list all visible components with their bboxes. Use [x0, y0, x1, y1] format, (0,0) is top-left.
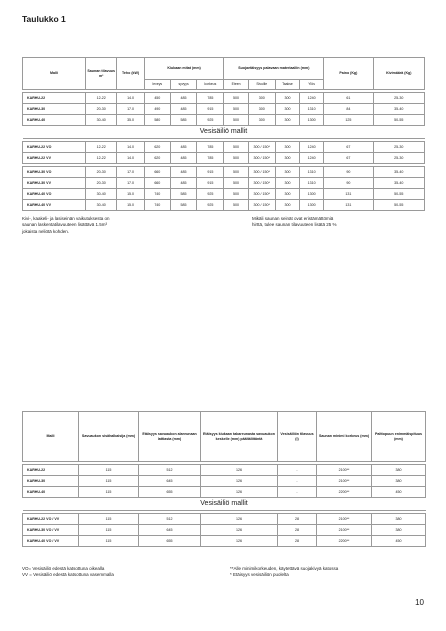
header-front: Eteen	[224, 80, 248, 90]
value-cell: 500	[224, 153, 248, 164]
table-row	[23, 189, 425, 200]
value-cell: 2100**	[317, 525, 372, 536]
value-cell: 300	[248, 104, 275, 115]
value-cell: 30-40	[85, 115, 116, 126]
value-cell: 28	[278, 536, 317, 547]
header-tank-volume: Vesisäiliön tilavuus (l)	[278, 412, 317, 462]
section-title: Vesisäiliö mallit	[200, 499, 248, 507]
model-cell: KARHU-30 VV	[23, 178, 86, 189]
value-cell: 115	[79, 487, 139, 498]
value-cell: 512	[139, 514, 201, 525]
model-cell: KARHU-22 VO	[23, 142, 86, 153]
table-body-standard	[23, 90, 425, 126]
header-flue-height: Etäisyys savuaukon alareunaan lattiasta (mm)	[139, 412, 201, 462]
value-cell: 915	[197, 104, 224, 115]
model-cell: KARHU-22	[23, 93, 86, 104]
chimney-specs-table	[22, 411, 426, 547]
value-cell: 25-30	[373, 153, 425, 164]
value-cell: 20-30	[85, 167, 116, 178]
value-cell: 300 / 150*	[248, 153, 275, 164]
value-cell: 125	[324, 115, 373, 126]
value-cell: 1300	[300, 189, 324, 200]
value-cell: 300	[275, 178, 299, 189]
value-cell: 380	[372, 514, 426, 525]
table-row	[23, 487, 426, 498]
value-cell: 660	[144, 167, 170, 178]
value-cell: 450	[372, 536, 426, 547]
value-cell: 126	[201, 514, 278, 525]
value-cell: 2200**	[317, 487, 372, 498]
value-cell: 1310	[300, 178, 324, 189]
value-cell: 115	[79, 476, 139, 487]
model-cell: KARHU-22	[23, 465, 79, 476]
header-volume: Saunan tilavuus m³	[85, 58, 116, 90]
value-cell: 645	[139, 525, 201, 536]
value-cell: 14.0	[117, 93, 144, 104]
table-body-tank-22	[23, 139, 425, 164]
model-cell: KARHU-40 VO	[23, 189, 86, 200]
value-cell: 300	[275, 93, 299, 104]
table-row	[23, 525, 426, 536]
value-cell: 925	[197, 189, 224, 200]
header-model: Malli	[23, 58, 86, 90]
value-cell: 500	[224, 200, 248, 211]
value-cell: 1310	[300, 167, 324, 178]
table-body-tank-30-40	[23, 164, 425, 211]
header-model: Malli	[23, 412, 79, 462]
note-tank-side: VO= Vesisäiliö edestä katsottuna oikealla VV = Vesisäiliö edestä katsottuna vasemmalla	[22, 566, 114, 578]
value-cell: 585	[170, 115, 196, 126]
header-up: Ylös	[300, 80, 324, 90]
value-cell: 740	[144, 189, 170, 200]
value-cell: 740	[144, 200, 170, 211]
value-cell: 300	[275, 167, 299, 178]
header-stones: Kivimäärä (Kg)	[373, 58, 425, 90]
value-cell: 660	[144, 178, 170, 189]
page-title: Taulukko 1	[22, 14, 66, 24]
value-cell: 61	[324, 93, 373, 104]
header-weight: Paino (Kg)	[324, 58, 373, 90]
value-cell: 126	[201, 465, 278, 476]
value-cell: 2100**	[317, 514, 372, 525]
value-cell: 28	[278, 514, 317, 525]
value-cell: 115	[79, 514, 139, 525]
value-cell: 115	[79, 536, 139, 547]
value-cell: 300 / 150*	[248, 178, 275, 189]
value-cell: 15.0	[117, 189, 144, 200]
table-row	[23, 142, 425, 153]
value-cell: 655	[139, 536, 201, 547]
value-cell: 50-55	[373, 189, 425, 200]
value-cell: -	[278, 465, 317, 476]
value-cell: 925	[197, 115, 224, 126]
value-cell: 380	[372, 525, 426, 536]
value-cell: 17.0	[117, 167, 144, 178]
note-minimum-height: **Alle minimikorkeuden, käytettävä suojakivyä katossa * Etäisyys vesisäiliön puolelta	[230, 566, 339, 578]
value-cell: 1240	[300, 93, 324, 104]
heater-specs-table	[22, 57, 425, 211]
value-cell: 300 / 150*	[248, 189, 275, 200]
value-cell: 50-55	[373, 200, 425, 211]
value-cell: 90	[324, 167, 373, 178]
value-cell: 35-40	[373, 178, 425, 189]
value-cell: 67	[324, 153, 373, 164]
table-row	[23, 93, 425, 104]
value-cell: 25-30	[373, 142, 425, 153]
model-cell: KARHU-40 VV	[23, 200, 86, 211]
value-cell: 2200**	[317, 536, 372, 547]
note-uninsulated-walls: Mikäli saunan seinät ovat eristämättömiä hirttä, tulee saunan tilavuuteen lisätä 25 %	[252, 216, 337, 228]
value-cell: 67	[324, 142, 373, 153]
value-cell: 126	[201, 487, 278, 498]
value-cell: 2100**	[317, 465, 372, 476]
value-cell: 12-22	[85, 93, 116, 104]
value-cell: 500	[224, 178, 248, 189]
section-title: Vesisäiliö mallit	[199, 127, 248, 135]
value-cell: 30-40	[85, 200, 116, 211]
value-cell: 450	[372, 487, 426, 498]
value-cell: 500	[224, 189, 248, 200]
model-cell: KARHU-30	[23, 104, 86, 115]
value-cell: -	[278, 476, 317, 487]
value-cell: 485	[170, 104, 196, 115]
value-cell: 485	[170, 142, 196, 153]
value-cell: 585	[170, 189, 196, 200]
value-cell: 380	[372, 465, 426, 476]
page-number: 10	[415, 598, 424, 607]
header-flue-offset: Etäisyys kiukaan takareunasta savuaukon keskelle (mm) päältäliitäntä	[201, 412, 278, 462]
table-row	[23, 476, 426, 487]
table-row	[23, 514, 426, 525]
value-cell: 915	[197, 167, 224, 178]
table-row	[23, 115, 425, 126]
model-cell: KARHU-40	[23, 115, 86, 126]
note-wall-materials: Kivi-, kaakeli- ja lasiseinän vaikutuksesta on saunan laskentatilavuuteen lisättävä 1.5m³ jokaista neliötä kohden.	[22, 216, 110, 234]
value-cell: 620	[144, 153, 170, 164]
value-cell: 115	[79, 525, 139, 536]
table-row	[23, 178, 425, 189]
value-cell: 2100**	[317, 476, 372, 487]
header-clearances: Suojaetäisyys palavaan materiaaliin (mm)	[224, 58, 324, 80]
value-cell: 300	[248, 93, 275, 104]
header-width: leveys	[144, 80, 170, 90]
model-cell: KARHU-30	[23, 476, 79, 487]
model-cell: KARHU-22 VV	[23, 153, 86, 164]
value-cell: 300	[275, 104, 299, 115]
value-cell: 126	[201, 536, 278, 547]
value-cell: 300	[248, 115, 275, 126]
value-cell: 14.0	[117, 153, 144, 164]
value-cell: 17.0	[117, 178, 144, 189]
value-cell: 14.0	[117, 142, 144, 153]
table-row	[23, 104, 425, 115]
value-cell: 785	[197, 142, 224, 153]
header-log-length: Palttopuun enimmäispituus (mm)	[372, 412, 426, 462]
header-power: Teho (kW)	[117, 58, 144, 90]
value-cell: 84	[324, 104, 373, 115]
value-cell: 17.0	[117, 104, 144, 115]
value-cell: 785	[197, 153, 224, 164]
value-cell: 500	[224, 115, 248, 126]
header-min-height: Saunan minimi korkeus (mm)	[317, 412, 372, 462]
header-flue-diameter: Savuaukon sisähalkaisija (mm)	[79, 412, 139, 462]
value-cell: -	[278, 487, 317, 498]
table-row	[23, 167, 425, 178]
value-cell: 785	[197, 93, 224, 104]
value-cell: 585	[170, 200, 196, 211]
header-depth: syvyys	[170, 80, 196, 90]
value-cell: 126	[201, 476, 278, 487]
value-cell: 500	[224, 93, 248, 104]
value-cell: 35.0	[117, 115, 144, 126]
value-cell: 450	[144, 93, 170, 104]
value-cell: 35-40	[373, 167, 425, 178]
value-cell: 131	[324, 189, 373, 200]
value-cell: 12-22	[85, 153, 116, 164]
value-cell: 580	[144, 115, 170, 126]
value-cell: 25-30	[373, 93, 425, 104]
value-cell: 1240	[300, 153, 324, 164]
value-cell: 645	[139, 476, 201, 487]
value-cell: 15.0	[117, 200, 144, 211]
value-cell: 300 / 150*	[248, 142, 275, 153]
value-cell: 50-55	[373, 115, 425, 126]
value-cell: 925	[197, 200, 224, 211]
header-height: korkeus	[197, 80, 224, 90]
model-cell: KARHU-30 VO	[23, 167, 86, 178]
table-row	[23, 153, 425, 164]
table-row	[23, 465, 426, 476]
value-cell: 380	[372, 476, 426, 487]
table-row	[23, 536, 426, 547]
value-cell: 485	[170, 167, 196, 178]
value-cell: 300	[275, 153, 299, 164]
value-cell: 915	[197, 178, 224, 189]
value-cell: 20-30	[85, 178, 116, 189]
value-cell: 1300	[300, 115, 324, 126]
table-body-standard	[23, 462, 426, 498]
value-cell: 300	[275, 200, 299, 211]
value-cell: 500	[224, 104, 248, 115]
model-cell: KARHU-40	[23, 487, 79, 498]
table-body-tank	[23, 511, 426, 547]
value-cell: 300	[275, 115, 299, 126]
value-cell: 30-40	[85, 189, 116, 200]
value-cell: 131	[324, 200, 373, 211]
value-cell: 485	[170, 178, 196, 189]
value-cell: 490	[144, 104, 170, 115]
value-cell: 126	[201, 525, 278, 536]
value-cell: 655	[139, 487, 201, 498]
value-cell: 35-40	[373, 104, 425, 115]
value-cell: 512	[139, 465, 201, 476]
value-cell: 12-22	[85, 142, 116, 153]
header-dimensions: Kiukaan mitat (mm)	[144, 58, 224, 80]
value-cell: 1310	[300, 104, 324, 115]
value-cell: 90	[324, 178, 373, 189]
value-cell: 300 / 150*	[248, 167, 275, 178]
model-cell: KARHU-22 VO / VV	[23, 514, 79, 525]
value-cell: 1300	[300, 200, 324, 211]
value-cell: 300	[275, 189, 299, 200]
value-cell: 485	[170, 93, 196, 104]
value-cell: 300 / 150*	[248, 200, 275, 211]
value-cell: 485	[170, 153, 196, 164]
value-cell: 620	[144, 142, 170, 153]
value-cell: 115	[79, 465, 139, 476]
value-cell: 500	[224, 167, 248, 178]
model-cell: KARHU-40 VO / VV	[23, 536, 79, 547]
header-back: Taakse	[275, 80, 299, 90]
value-cell: 20-30	[85, 104, 116, 115]
value-cell: 28	[278, 525, 317, 536]
value-cell: 1240	[300, 142, 324, 153]
header-sides: Sivuille	[248, 80, 275, 90]
value-cell: 500	[224, 142, 248, 153]
value-cell: 300	[275, 142, 299, 153]
model-cell: KARHU-30 VO / VV	[23, 525, 79, 536]
table-row	[23, 200, 425, 211]
